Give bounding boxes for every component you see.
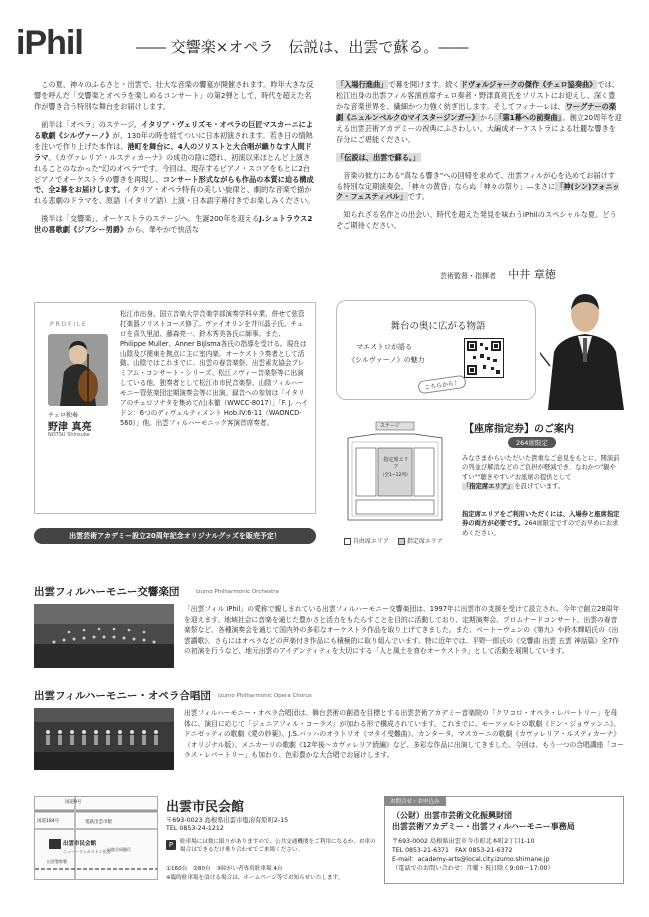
seating-text-1: みなさまからいただいた貴重なご意見をもとに、開演前の列並び解消などのご負担が軽減でき、なおかつ"観やすい""聴きやすい"お座席の提供として「指定席エリア」を設けています。: [462, 455, 620, 491]
contact-address: 〒693-0002 島根県出雲市今市町北本町2丁目1-10: [392, 838, 535, 845]
intro-right-paragraph-1: 「入場行進曲」で幕を開けます。続くドヴォルジャークの傑作《チェロ協奏曲》では、松江出身の出雲フィル客演首席チェロ奏者・野津真亮氏をソリストにお迎えし、深く豊かな音楽世界を、繊細かつ力強く紡ぎ出します。そしてフィナーレは、ワーグナーの楽劇《ニュルンベルクのマイスタージンガー》から「第1幕への前奏曲」。創立20周年を迎える出雲芸術アカデミーの祝典にふさわしい、大編成オーケストラによる壮麗な響きを存分にご堪能ください。: [336, 80, 622, 144]
story-line-2: 《シルヴァーノ》の魅力: [348, 356, 425, 364]
legend-reserved: 指定席エリア: [398, 536, 443, 545]
orchestra-subtitle: Izumo Philharmonic Orchestra: [196, 589, 279, 595]
map-venue: 出雲市民会館: [63, 841, 97, 847]
venue-name: 出雲市民会館: [166, 800, 245, 815]
profile-label: PROFILE: [50, 320, 88, 328]
iphil-logo: iPhil: [16, 24, 83, 62]
contact-email[interactable]: E-mail：academy-arts@local.city.izumo.shimane.jp: [392, 856, 550, 863]
parking-note: 駐車場には数に限りがありますので、公共交通機関をご利用になるか、お車の場合はできるだけ乗り合わせでご来場ください。: [180, 839, 376, 854]
intro-right-paragraph-2: 「伝説は、出雲で蘇る。」: [337, 152, 420, 162]
contact-org-1: （公財）出雲市芸術文化振興財団: [392, 811, 512, 820]
venue-tel: TEL 0853-24-1212: [166, 825, 224, 832]
seating-badge: 264席限定: [508, 437, 556, 448]
contact-org-2: 出雲芸術アカデミー・出雲フィルハーモニー事務局: [392, 822, 575, 831]
intro-right-paragraph-3: 音楽の彼方にある"真なる響き"への回帰を求めて、出雲フィルが心を込めてお届けする特別な定期演奏会。「神々の黄昏」ならぬ「神々の祭り」―まさに「神(シン)フォニック・フェスティバル」です。: [336, 170, 620, 202]
chorus-photo: [34, 708, 174, 770]
venue-address: 〒693-0023 島根県出雲市塩冶有原町2-15: [166, 817, 289, 824]
map-road-2: 国道184号: [37, 819, 60, 824]
intro-paragraph-2: 前半は「オペラ」のステージ。イタリア・ヴェリズモ・オペラの巨匠マスカーニによる歌劇《シルヴァーノ》が、130年の時を経てついに日本初演されます。若き日の情熱を注いで作り上げた本作は、港町を舞台に、4人のソリストと大合唱が織りなす人間ドラマ。《カヴァレリア・ルスティカーナ》の成功の陰に隠れ、初演以来ほとんど上演されることのなかった"幻のオペラ"です。今回は、現存するピアノ・スコアをもとに2台ピアノでオーケストラの響きを再現し、コンサート形式ながらも作品の本質に迫る構成で、全2幕をお届けします。イタリア・オペラ特有の美しい旋律と、劇的な音楽で描かれる悲劇のドラマを、原語（イタリア語）上演・日本語字幕付きでお楽しみください。: [34, 119, 315, 206]
reserved-area-sub: （全1~12列）: [380, 473, 411, 478]
contact-tel: TEL 0853-21-6371 FAX 0853-21-6372: [392, 847, 513, 854]
qr-code[interactable]: [464, 338, 504, 378]
intro-right-paragraph-4: 知られざる名作との出会い、時代を超えた発見を味わうiPhilのスペシャルな夏。どうぞご期待ください。: [336, 210, 617, 231]
map-station: 電鉄出雲市駅: [85, 820, 112, 825]
map-nearby: ニュー・ウェルストン出雲: [63, 849, 111, 854]
map-police: 出雲警察署: [47, 859, 67, 864]
chorus-text: 出雲フィルハーモニー・オペラ合唱団は、舞台芸術の創造を目標とする出雲芸術アカデミー音楽院の「クワコロ・オペラ・レパートリー」を母体に、演目に応じて「ジュニアフィル・コーラス」が加わる形で構成されています。これまでに、モーツァルトの歌劇《ドン・ジョヴァンニ》、ドニゼッティの歌劇《愛の妙薬》、J.S.バッハのオラトリオ《マタイ受難曲》、カンタータ、マスカーニの歌劇《カヴァレリア・ルスティカーナ》（オリジナル版）、メニカーリの歌劇《12年後～カヴァレリア続編》など、多彩な作品に出演してきました。今回は、もう一つの合唱講座「コーラス・レパートリー」も加わり、色彩豊かな大合唱でお届けします。: [184, 709, 624, 760]
profile-name-roman: NOTSU Shinsuke: [48, 432, 90, 438]
map-bank: 山陰合同銀行: [107, 847, 131, 852]
legend-free: 自由席エリア: [344, 536, 389, 545]
parking-icon: P: [166, 840, 176, 850]
story-line-1: マエストロが語る: [356, 343, 412, 351]
profile-role: チェロ独奏: [48, 412, 78, 419]
stage-label: ステージ: [380, 423, 400, 429]
reserved-area-label: 指定席エリア: [383, 457, 409, 470]
story-cta[interactable]: こちらから！: [417, 375, 466, 395]
orchestra-title: 出雲フィルハーモニー交響楽団: [34, 586, 180, 598]
parking-counts: ①160台 ②80台 ③障がい者専用駐車場 4台: [166, 866, 283, 872]
cellist-photo: [48, 334, 108, 406]
goods-banner: 出雲芸術アカデミー設立20周年記念オリジナルグッズを販売予定！: [34, 528, 316, 544]
venue-map: [34, 796, 158, 880]
intro-right-column: [336, 80, 622, 239]
chorus-title: 出雲フィルハーモニー・オペラ合唱団: [34, 690, 211, 702]
seating-text-2: 指定席エリアをご利用いただくには、入場券と座席指定券の両方が必要です。264席限定ですのでお早めにお求めください。: [462, 511, 620, 537]
profile-name: 野津 真亮: [48, 422, 92, 433]
profile-bio: 松江市出身。国立音楽大学音楽学部演奏学科卒業、併せて弦管打楽器ソリストコース修了。ヴァイオリンを井川晶子氏、チェロを喜久里誼、藤森亮一、鈴木秀美各氏に師事。また、Philippe Muller、Anner Bijlsma各氏の指導を受ける。現在は山陰及び関東を拠点に主に室内楽、オーケストラ奏者として活動。山陰ではこれまでに、出雲の春音楽祭、出雲素友協会プレミアム・コンサート・シリーズ、松江ノヴィー音楽祭等に出演している他、独奏者として松江市市民音楽祭、山陰フィルハーモニー管弦楽団定期演奏会等に出演。録音への参加は「イタリアのチェロソナタを集めて/山本徹（WWCC-8017）」「F. J. ハイドン：6つのディヴェルティメント Hob.IV:6-11（WAONCD-560）」他。出雲フィルハーモニック客演首席奏者。: [120, 310, 309, 427]
chorus-subtitle: Izumo Philharmonic Opera Chorus: [218, 693, 312, 699]
header-tagline: ―― 交響楽×オペラ 伝説は、出雲で蘇る。――: [136, 38, 469, 56]
contact-hours: （電話でのお問い合わせ：月曜・祝日除く9:00〜17:00）: [392, 865, 554, 872]
intro-left-column: [34, 80, 317, 243]
signature: 芸術監督・指揮者 中井 章徳: [440, 268, 556, 281]
map-road-1: 国道9号: [65, 800, 82, 805]
conductor-photo: [540, 282, 630, 410]
seating-title: 【座席指定券】のご案内: [464, 424, 574, 435]
story-title: 舞台の奥に広がる物語: [390, 321, 486, 332]
parking-extra: ※臨時駐車場を設ける場合は、ホームページ等でお知らせいたします。: [166, 875, 344, 881]
contact-label: お問合せ・お申込み: [384, 796, 446, 806]
orchestra-photo: [34, 604, 174, 668]
orchestra-text: 「出雲フィル iPhil」の愛称で親しまれている出雲フィルハーモニー交響楽団は、1997年に出雲市の支援を受けて設立され、今年で創立28周年を迎えます。地域社会に音楽を通じた豊かさと活力をもたらすことを目的に活動しており、定期演奏会、プロムナードコンサート、出雲の春音楽祭など、各種演奏会を通じて国内外の多彩なオーケストラ作品を取り上げてきました。また、ベートーヴェンの《第九》や鈴木輝昭氏の《出雲讃歌》、さらにはオペラなどの声楽付き作品にも積極的に取り組んでいます。特に近年では、平野一郎氏の《交響曲 出雲 五雲 神話篇》全7作の初演を行うなど、地元出雲のアイデンティティを大切にする「人と風土を育むオーケストラ」として活動を展開しています。: [184, 605, 620, 656]
intro-paragraph-1: この夏、神々のふるさと・出雲で、壮大な音楽の饗宴が開催されます。昨年大きな反響を呼んだ「交響楽とオペラを楽しめるコンサート」の第2弾として、時代を超えた名作が響き合う特別な舞台をお届けします。: [34, 80, 314, 111]
intro-paragraph-3: 後半は「交響楽」、オーケストラのステージへ。生誕200年を迎えるJ.シュトラウス2世の喜歌劇《ジプシー男爵》から、華やかで快活な: [34, 214, 313, 235]
